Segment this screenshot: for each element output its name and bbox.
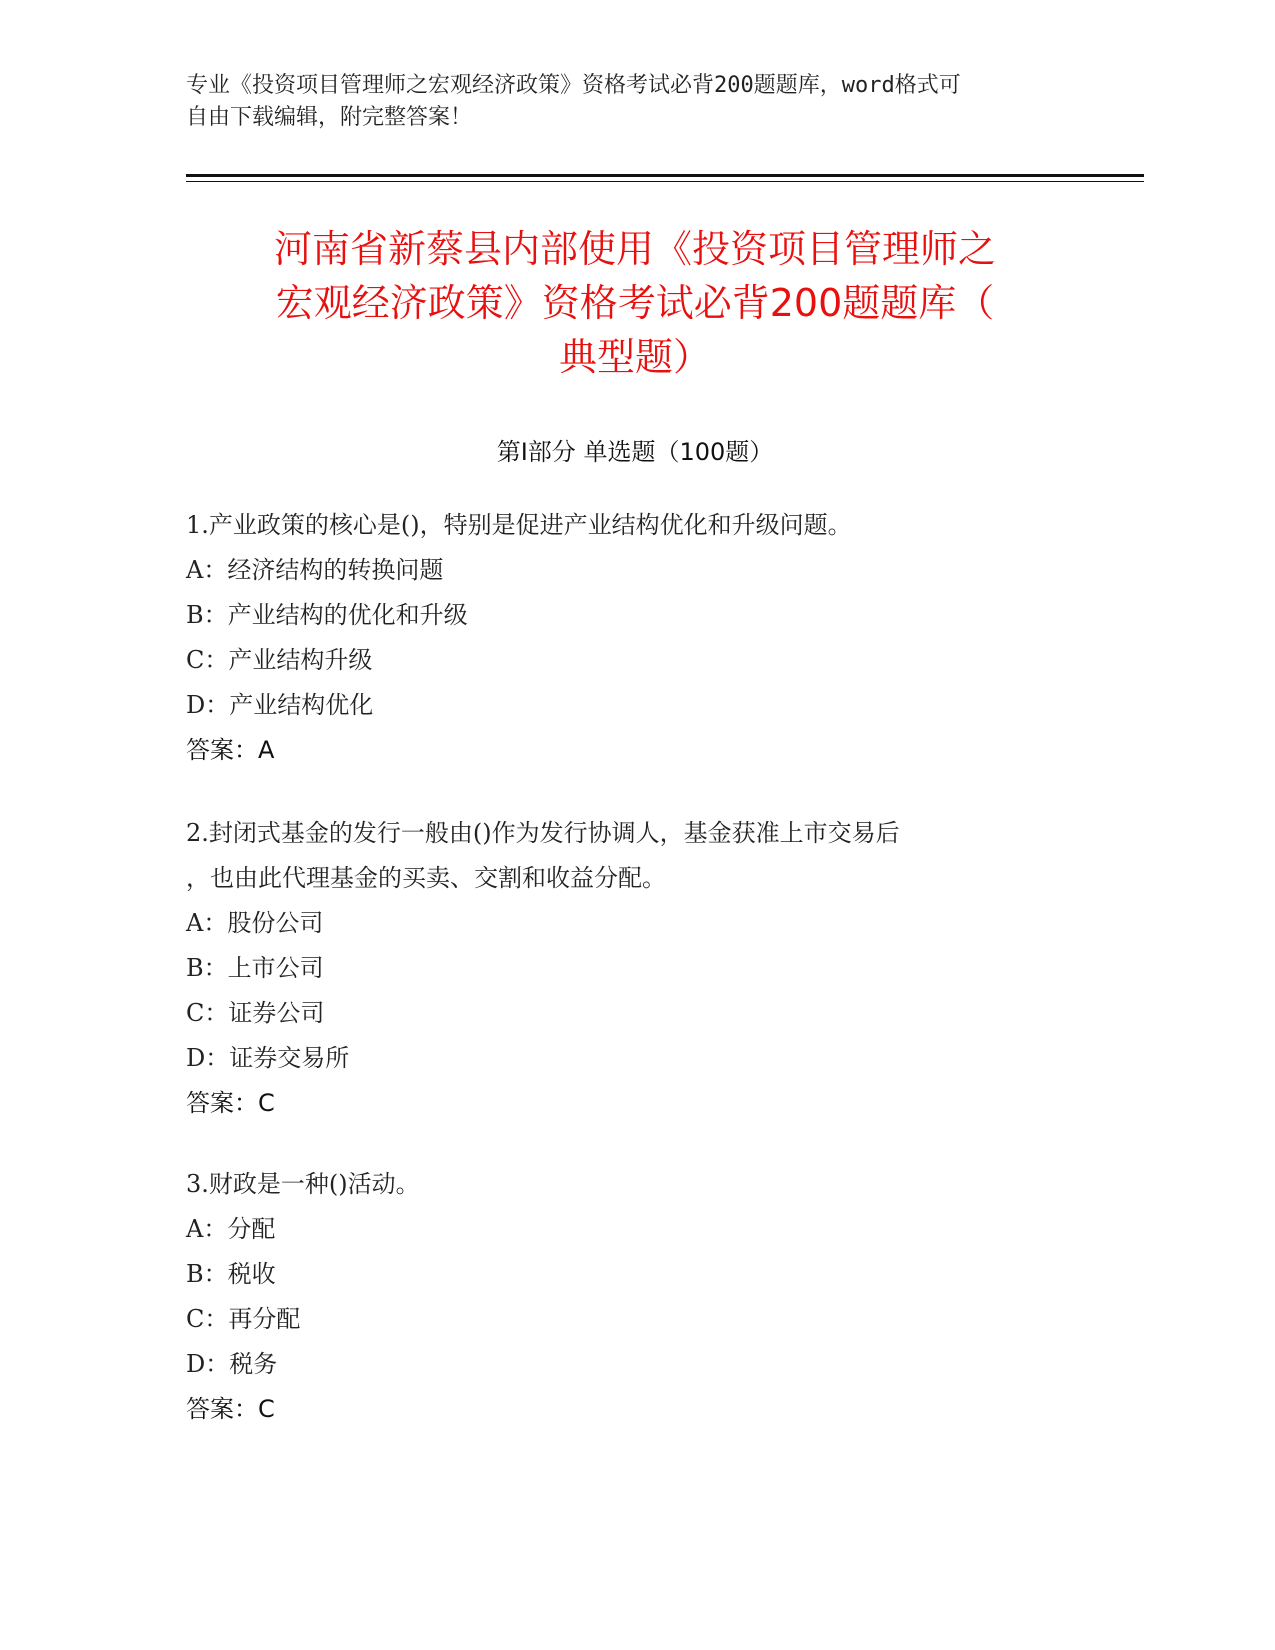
header-divider-thick xyxy=(186,174,1144,177)
option-d: D：证券交易所 xyxy=(186,1044,350,1072)
option-b: B：税收 xyxy=(186,1260,276,1288)
option-a: A：股份公司 xyxy=(186,909,324,937)
option-c: C：证券公司 xyxy=(186,999,325,1027)
answer: 答案：C xyxy=(186,1089,275,1117)
question-3 xyxy=(186,1162,1086,1432)
question-1 xyxy=(186,503,1086,773)
answer: 答案：A xyxy=(186,736,275,764)
document-title-line-1: 河南省新蔡县内部使用《投资项目管理师之 xyxy=(273,227,996,271)
option-a: A：经济结构的转换问题 xyxy=(186,556,444,584)
answer: 答案：C xyxy=(186,1395,275,1423)
question-2 xyxy=(186,811,1086,1126)
header-note-line-2: 自由下载编辑，附完整答案！ xyxy=(186,105,473,130)
question-stem-continued: ，也由此代理基金的买卖、交割和收益分配。 xyxy=(186,864,666,892)
option-d: D：产业结构优化 xyxy=(186,691,374,719)
option-d: D：税务 xyxy=(186,1350,278,1378)
document-title-line-2: 宏观经济政策》资格考试必背200题题库（ xyxy=(275,281,995,325)
document-title-line-3: 典型题） xyxy=(558,335,711,379)
document-title xyxy=(186,222,1084,384)
header-divider-thin xyxy=(186,181,1144,182)
question-stem: 3.财政是一种()活动。 xyxy=(186,1170,420,1198)
header-note-line-1: 专业《投资项目管理师之宏观经济政策》资格考试必背200题题库，word格式可 xyxy=(186,73,961,98)
option-b: B：产业结构的优化和升级 xyxy=(186,601,468,629)
question-stem: 2.封闭式基金的发行一般由()作为发行协调人，基金获准上市交易后 xyxy=(186,819,900,847)
option-b: B：上市公司 xyxy=(186,954,324,982)
option-a: A：分配 xyxy=(186,1215,276,1243)
option-c: C：产业结构升级 xyxy=(186,646,373,674)
header-note xyxy=(186,70,1086,134)
section-title: 第Ⅰ部分 单选题（100题） xyxy=(496,438,774,466)
option-c: C：再分配 xyxy=(186,1305,301,1333)
question-stem: 1.产业政策的核心是()，特别是促进产业结构优化和升级问题。 xyxy=(186,511,852,539)
